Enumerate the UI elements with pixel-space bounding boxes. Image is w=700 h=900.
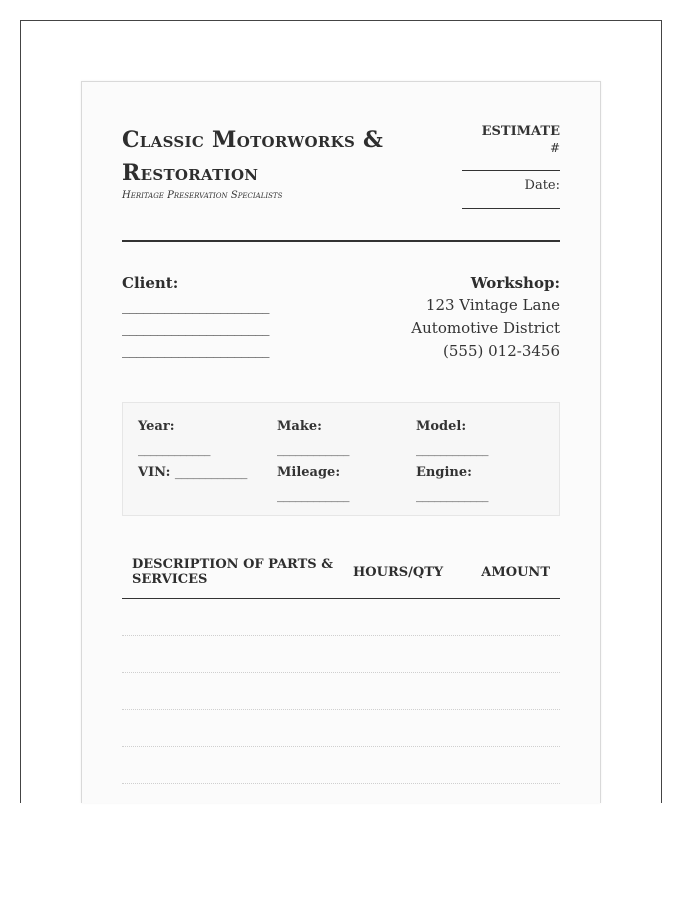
make-label: Make: [277,419,322,434]
table-row[interactable] [122,783,560,784]
vehicle-year [138,415,210,461]
company-name-line2: Restoration [122,160,259,186]
vehicle-engine [416,461,488,507]
client-line-3[interactable]: _____________________ [122,340,269,358]
column-header-hours: HOURS/QTY [353,565,444,580]
client-line-1[interactable]: _____________________ [122,296,269,314]
model-field[interactable]: ____________ [416,442,488,457]
workshop-label: Workshop: [470,274,560,292]
estimate-sheet [81,81,601,803]
client-line-2[interactable]: _____________________ [122,318,269,336]
estimate-title: ESTIMATE [481,124,560,139]
vin-label: VIN: [138,465,171,480]
table-row[interactable] [122,635,560,636]
column-header-description: DESCRIPTION OF PARTS & SERVICES [132,557,333,587]
client-label: Client: [122,274,179,292]
mileage-field[interactable]: ____________ [277,488,349,503]
company-name-line1: Classic Motorworks & [122,127,384,153]
company-name [122,124,442,190]
estimate-number-label: # [549,141,560,155]
client-block [122,272,382,360]
vehicle-mileage [277,461,349,507]
mileage-label: Mileage: [277,465,341,480]
date-field[interactable] [462,194,560,209]
table-row[interactable] [122,746,560,747]
vehicle-model [416,415,488,461]
workshop-phone: (555) 012-3456 [443,342,560,360]
workshop-address-line1: 123 Vintage Lane [425,296,560,314]
table-row[interactable] [122,672,560,673]
make-field[interactable]: ____________ [277,442,349,457]
year-field[interactable]: ____________ [138,442,210,457]
estimate-number-field[interactable] [462,156,560,171]
model-label: Model: [416,419,467,434]
year-label: Year: [138,419,175,434]
date-label: Date: [524,178,560,193]
estimate-block [420,124,560,213]
workshop-block [360,272,560,363]
header-divider [122,240,560,242]
engine-label: Engine: [416,465,472,480]
engine-field[interactable]: ____________ [416,488,488,503]
vin-field[interactable]: ____________ [174,465,247,480]
vehicle-info-box [122,402,560,516]
column-header-amount: AMOUNT [481,565,550,580]
vehicle-vin [138,461,247,484]
vehicle-make [277,415,349,461]
workshop-address-line2: Automotive District [411,319,560,337]
table-row[interactable] [122,709,560,710]
table-header [122,552,560,599]
company-tagline: Heritage Preservation Specialists [122,190,283,201]
